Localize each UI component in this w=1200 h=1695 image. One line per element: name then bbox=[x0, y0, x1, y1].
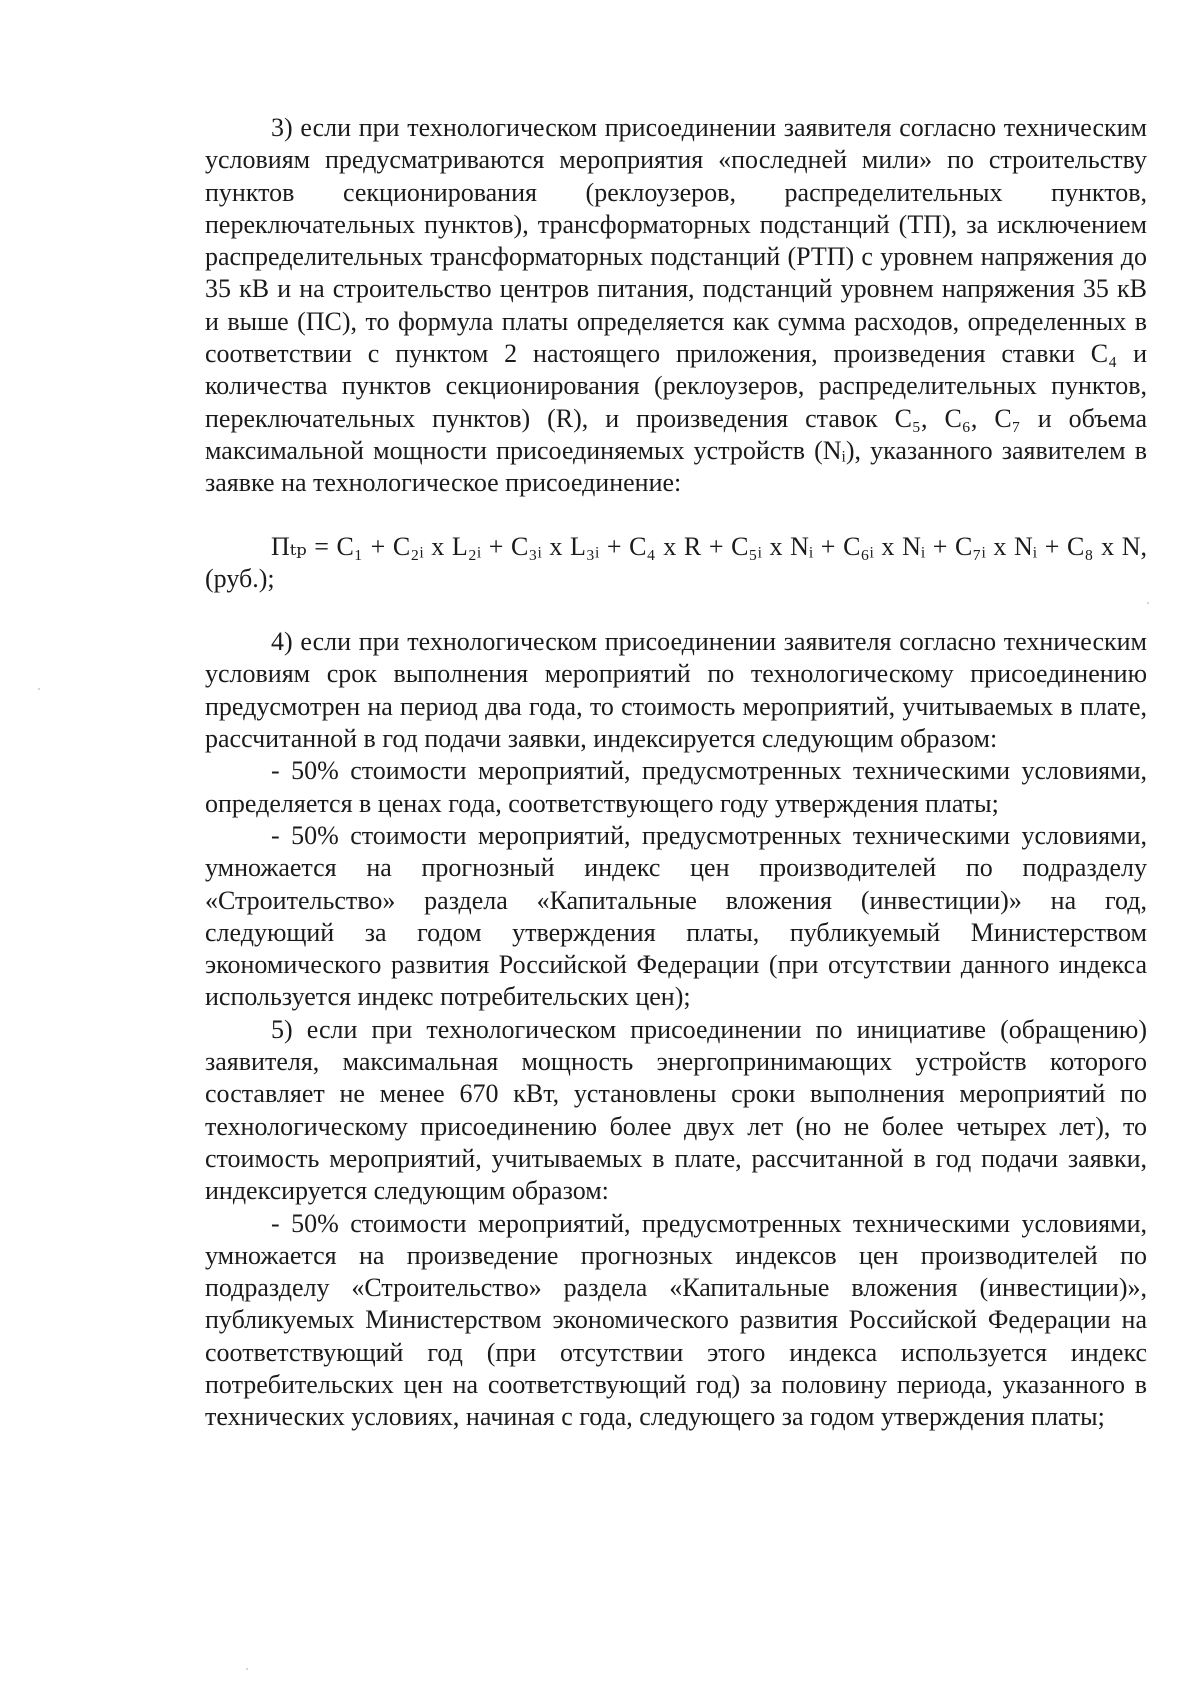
formula: Пₜₚ = C₁ + C₂ᵢ x L₂ᵢ + C₃ᵢ x L₃ᵢ + C₄ x R + C₅ᵢ x Nᵢ + C₆ᵢ x Nᵢ + C₇ᵢ x Nᵢ + C₈ x N, (руб.); bbox=[205, 531, 1147, 593]
paragraph-4: 4) если при технологическом присоединении заявителя согласно техническим условиям срок выполнения мероприятий по технологическому присоединению предусмотрен на период два года, то стоимость мероприятий, учитываемых в плате, рассчитанной в год подачи заявки, индексируется следующим образом: bbox=[205, 627, 1147, 754]
paragraph-4-bullet-1: - 50% стоимости мероприятий, предусмотренных техническими условиями, определяется в ценах года, соответствующего году утверждения платы; bbox=[205, 756, 1147, 818]
paragraph-5: 5) если при технологическом присоединении по инициативе (обращению) заявителя, максимальная мощность энергопринимающих устройств которого составляет не менее 670 кВт, установлены сроки выполнения мероприятий по технологическому присоединению более двух лет (но не более четырех лет), то стоимость мероприятий, учитываемых в плате, рассчитанной в год подачи заявки, индексируется следующим образом: bbox=[205, 1014, 1147, 1206]
scan-speck bbox=[246, 1668, 248, 1670]
paragraph-5-bullet-1: - 50% стоимости мероприятий, предусмотренных техническими условиями, умножается на произведение прогнозных индексов цен производителей по подразделу «Строительство» раздела «Капитальные вложения (инвестиции)», публикуемых Министерством экономического развития Российской Федерации на соответствующий год (при отсутствии этого индекса используется индекс потребительских цен на соответствующий год) за половину периода, указанного в технических условиях, начиная с года, следующего за годом утверждения платы; bbox=[205, 1208, 1147, 1432]
paragraph-3: 3) если при технологическом присоединении заявителя согласно техническим условиям предусматриваются мероприятия «последней мили» по строительству пунктов секционирования (реклоузеров, распределительных пунктов, переключательных пунктов), трансформаторных подстанций (ТП), за исключением распределительных трансформаторных подстанций (РТП) с уровнем напряжения до 35 кВ и на строительство центров питания, подстанций уровнем напряжения 35 кВ и выше (ПС), то формула платы определяется как сумма расходов, определенных в соответствии с пунктом 2 настоящего приложения, произведения ставки C₄ и количества пунктов секционирования (реклоузеров, распределительных пунктов, переключательных пунктов) (R), и произведения ставок C₅, C₆, C₇ и объема максимальной мощности присоединяемых устройств (Nᵢ), указанного заявителем в заявке на технологическое присоединение: bbox=[205, 113, 1147, 498]
paragraph-4-bullet-2: - 50% стоимости мероприятий, предусмотренных техническими условиями, умножается на прогнозный индекс цен производителей по подразделу «Строительство» раздела «Капитальные вложения (инвестиции)» на год, следующий за годом утверждения платы, публикуемый Министерством экономического развития Российской Федерации (при отсутствии данного индекса используется индекс потребительских цен); bbox=[205, 820, 1147, 1012]
scan-speck bbox=[38, 688, 40, 690]
scan-speck bbox=[1147, 602, 1149, 604]
document-body bbox=[205, 112, 1147, 1434]
